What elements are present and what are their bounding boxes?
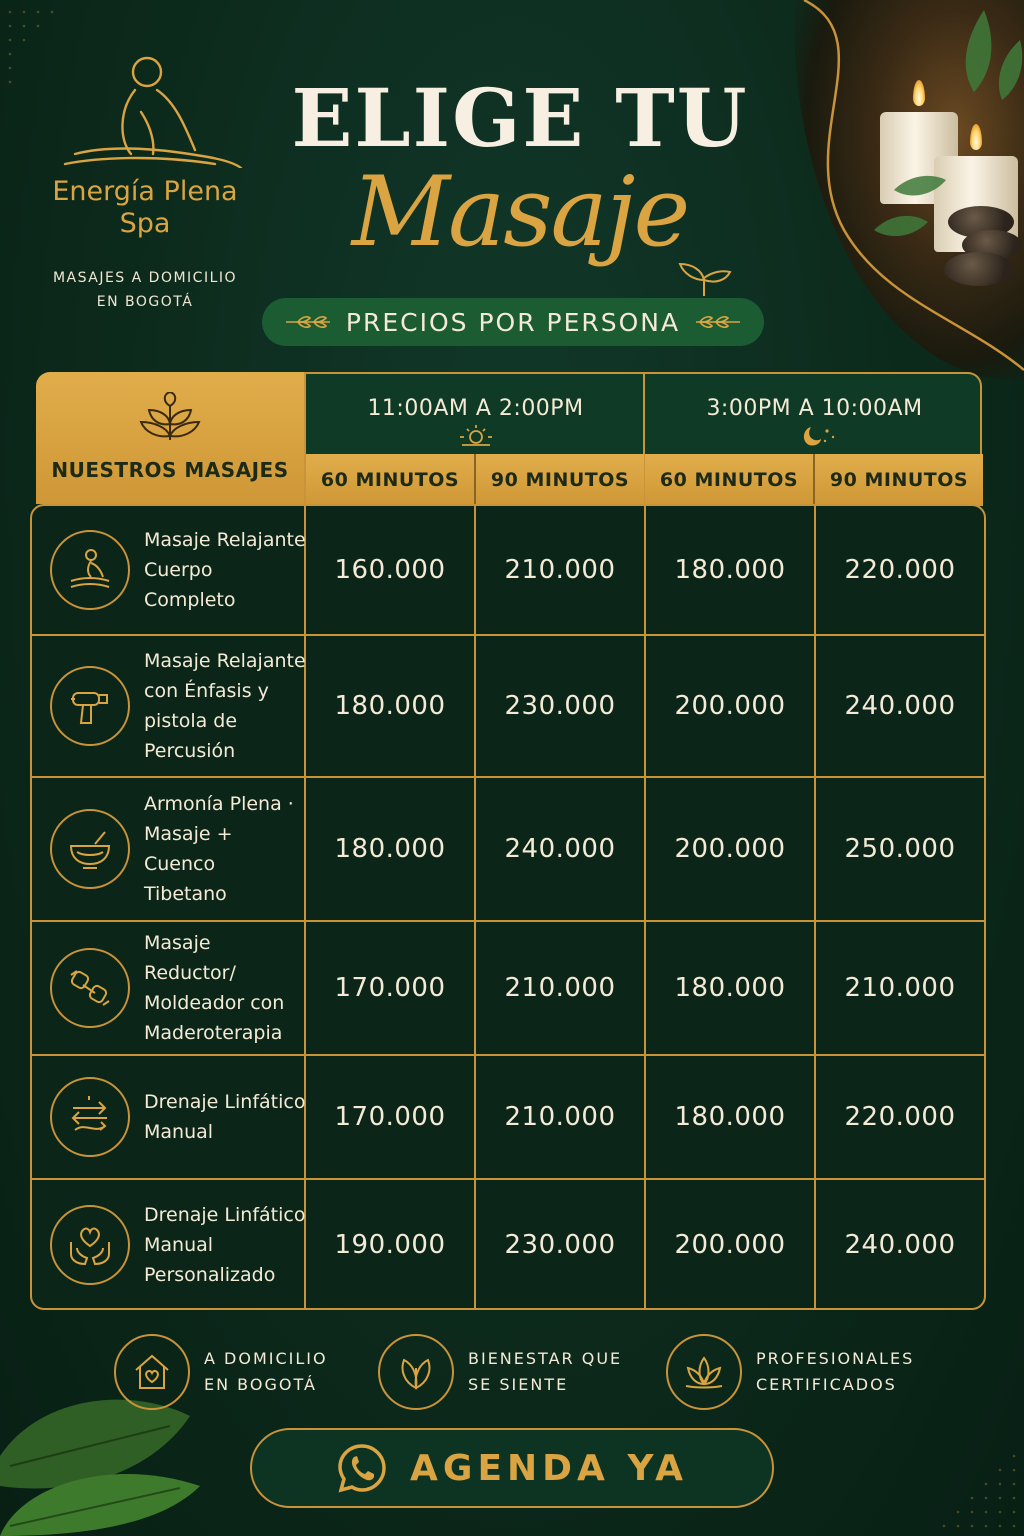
price-cell: 180.000 <box>674 973 786 1003</box>
price-cell: 180.000 <box>674 555 786 585</box>
feature-wellbeing <box>378 1334 622 1410</box>
massage-name-cell <box>32 506 306 634</box>
whatsapp-icon <box>336 1442 388 1494</box>
table-corner-label: NUESTROS MASAJES <box>51 458 289 482</box>
massage-name-line: pistola de Percusión <box>144 710 238 762</box>
price-cell: 170.000 <box>334 1102 446 1132</box>
lymph-arrows-icon <box>50 1077 130 1157</box>
massage-name-line: Masaje + Cuenco <box>144 823 233 875</box>
brand-logo <box>30 50 260 314</box>
massage-name-line: Masaje Reductor/ <box>144 932 236 984</box>
price-note-text: PRECIOS POR PERSONA <box>345 307 681 337</box>
sun-icon <box>456 425 496 447</box>
table-row <box>32 506 984 636</box>
wood-roller-icon <box>50 948 130 1028</box>
price-cell: 200.000 <box>674 691 786 721</box>
brand-name-line2: Spa <box>119 208 171 239</box>
massage-name <box>144 1200 306 1290</box>
singing-bowl-icon <box>50 809 130 889</box>
brand-name-line1: Energía Plena <box>52 176 238 207</box>
period-label: 11:00AM A 2:00PM <box>367 396 584 421</box>
table-body <box>30 504 986 1310</box>
price-cell: 160.000 <box>334 555 446 585</box>
brand-tagline-line2: EN BOGOTÁ <box>96 294 194 310</box>
massage-name-cell <box>32 1056 306 1178</box>
feature-text-line: A DOMICILIO <box>204 1349 328 1368</box>
period-header-midday <box>306 374 645 454</box>
price-cell: 220.000 <box>844 555 956 585</box>
massage-name <box>144 789 306 909</box>
lotus-icon <box>666 1334 742 1410</box>
leaf-sprig-icon <box>135 392 205 442</box>
price-cell: 170.000 <box>334 973 446 1003</box>
price-cell: 210.000 <box>844 973 956 1003</box>
massage-name-line: Manual <box>144 1121 214 1143</box>
price-cell: 180.000 <box>334 691 446 721</box>
leaf-icon <box>378 1334 454 1410</box>
massage-name <box>144 1087 306 1147</box>
headline <box>260 70 780 268</box>
price-cell: 210.000 <box>504 973 616 1003</box>
massage-name-line: Armonía Plena · <box>144 793 294 815</box>
feature-text-line: PROFESIONALES <box>756 1349 915 1368</box>
price-table <box>30 372 986 1310</box>
price-cell: 250.000 <box>844 834 956 864</box>
price-cell: 190.000 <box>334 1230 446 1260</box>
price-cell: 200.000 <box>674 834 786 864</box>
feature-text <box>468 1346 622 1398</box>
headline-script: Masaje <box>351 156 689 268</box>
massage-name-line: Manual <box>144 1234 214 1256</box>
duration-header: 60 MINUTOS <box>645 454 813 506</box>
feature-text-line: BIENESTAR QUE <box>468 1349 623 1368</box>
duration-header: 90 MINUTOS <box>815 454 983 506</box>
period-header <box>304 372 982 504</box>
massage-name-line: Drenaje Linfático <box>144 1091 306 1113</box>
brand-tagline-line1: MASAJES A DOMICILIO <box>52 270 238 286</box>
table-row <box>32 1180 984 1310</box>
massage-name <box>144 646 306 766</box>
price-note-pill <box>262 298 764 346</box>
feature-text-line: EN BOGOTÁ <box>204 1375 317 1394</box>
period-header-evening <box>645 374 984 454</box>
heart-hands-icon <box>50 1205 130 1285</box>
massage-name-line: con Énfasis y <box>144 680 269 702</box>
massage-name-line: Masaje Relajante <box>144 529 306 551</box>
massage-name-line: Moldeador con <box>144 992 285 1014</box>
feature-certified <box>666 1334 914 1410</box>
table-row <box>32 922 984 1056</box>
table-row <box>32 778 984 922</box>
feature-strip <box>0 1334 1024 1414</box>
price-cell: 180.000 <box>334 834 446 864</box>
price-cell: 200.000 <box>674 1230 786 1260</box>
massage-person-icon <box>50 530 130 610</box>
table-corner-header <box>36 372 304 504</box>
massage-name-line: Maderoterapia <box>144 1022 283 1044</box>
plant-leaves-icon <box>834 0 1024 260</box>
duration-header: 60 MINUTOS <box>306 454 474 506</box>
massage-name-line: Personalizado <box>144 1264 276 1286</box>
moon-icon <box>793 425 837 447</box>
duration-header: 90 MINUTOS <box>476 454 644 506</box>
price-cell: 210.000 <box>504 555 616 585</box>
home-heart-icon <box>114 1334 190 1410</box>
massage-name-cell <box>32 778 306 920</box>
price-cell: 240.000 <box>844 1230 956 1260</box>
massage-name-cell <box>32 636 306 776</box>
massage-name-line: Tibetano <box>144 883 227 905</box>
book-now-button[interactable] <box>250 1428 774 1508</box>
massage-logo-icon <box>45 50 245 168</box>
feature-text <box>204 1346 328 1398</box>
period-label: 3:00PM A 10:00AM <box>706 396 923 421</box>
massage-name-cell <box>32 922 306 1054</box>
price-cell: 240.000 <box>844 691 956 721</box>
table-row <box>32 1056 984 1180</box>
feature-home-service <box>114 1334 328 1410</box>
headline-title: ELIGE TU <box>291 71 749 165</box>
massage-name-cell <box>32 1180 306 1310</box>
price-cell: 210.000 <box>504 1102 616 1132</box>
massage-name <box>144 525 306 615</box>
feature-text-line: SE SIENTE <box>468 1375 569 1394</box>
feature-text-line: CERTIFICADOS <box>756 1375 897 1394</box>
massage-name <box>144 928 306 1048</box>
laurel-left-icon <box>284 314 332 330</box>
price-cell: 240.000 <box>504 834 616 864</box>
price-cell: 220.000 <box>844 1102 956 1132</box>
table-row <box>32 636 984 778</box>
massage-name-line: Drenaje Linfático <box>144 1204 306 1226</box>
price-cell: 180.000 <box>674 1102 786 1132</box>
price-cell: 230.000 <box>504 691 616 721</box>
book-now-label: AGENDA YA <box>410 1447 688 1489</box>
sprout-icon <box>672 258 736 298</box>
feature-text <box>756 1346 914 1398</box>
massage-name-line: Masaje Relajante <box>144 650 306 672</box>
massage-name-line: Cuerpo Completo <box>144 559 236 611</box>
price-cell: 230.000 <box>504 1230 616 1260</box>
percussion-gun-icon <box>50 666 130 746</box>
laurel-right-icon <box>694 314 742 330</box>
